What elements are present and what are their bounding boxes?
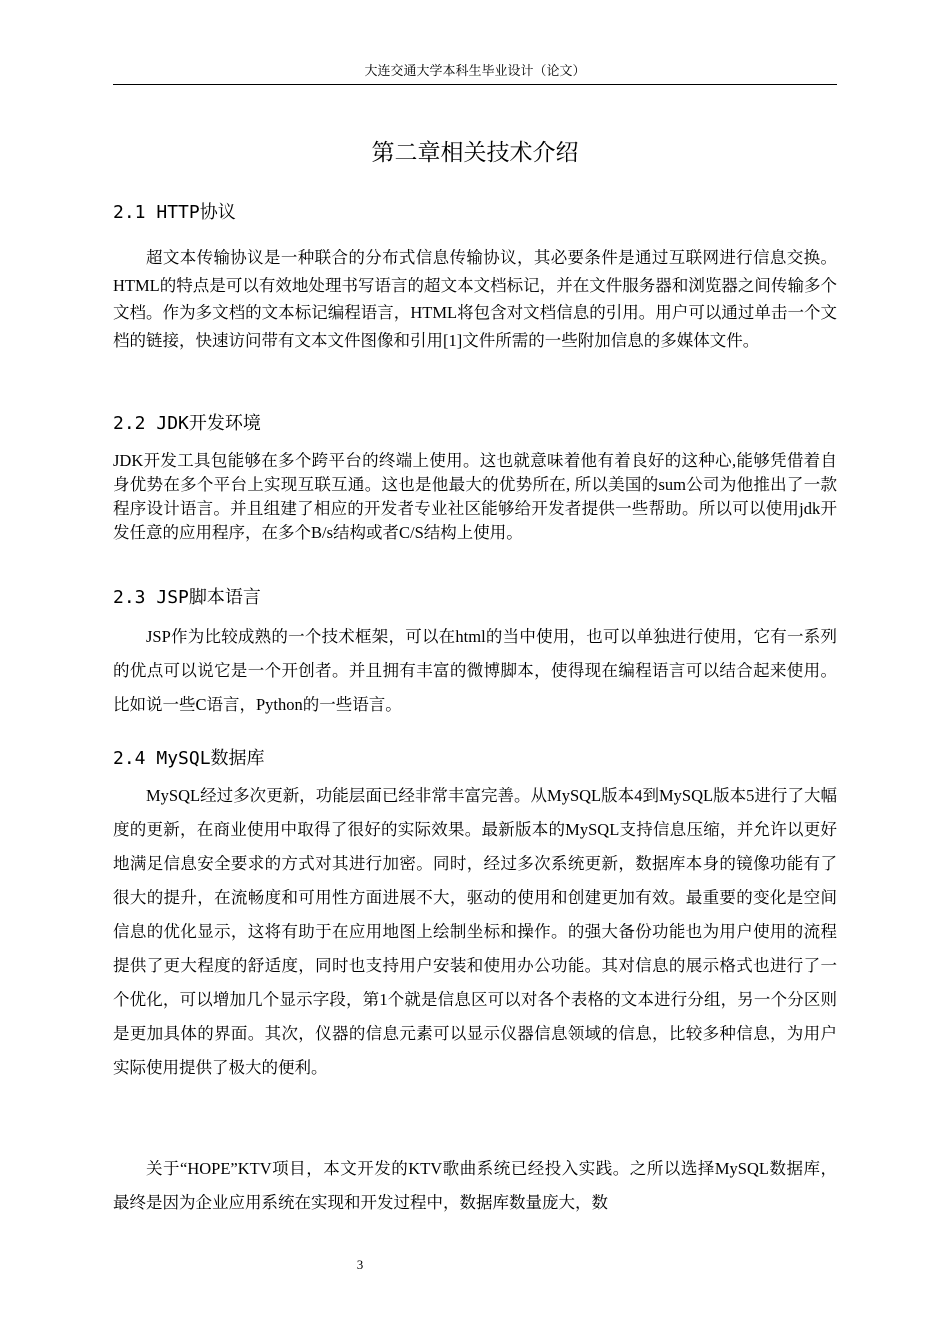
section-number: 2.2 <box>113 413 146 434</box>
paragraph-2-1: 超文本传输协议是一种联合的分布式信息传输协议，其必要条件是通过互联网进行信息交换。HTML的特点是可以有效地处理书写语言的超文本文档标记，并在文件服务器和浏览器之间传输多个文档。作为多文档的文本标记编程语言，HTML将包含对文档信息的引用。用户可以通过单击一个文档的链接，快速访问带有文本文件图像和引用[1]文件所需的一些附加信息的多媒体文件。 <box>113 248 837 350</box>
section-title-latin: JSP <box>156 587 189 608</box>
section-heading-2-2 <box>113 411 261 437</box>
section-title-zh: 协议 <box>199 202 236 223</box>
section-title-latin: MySQL <box>156 748 211 769</box>
paragraph-2-3: JSP作为比较成熟的一个技术框架，可以在html的当中使用，也可以单独进行使用，它有一系列的优点可以说它是一个开创者。并且拥有丰富的微博脚本，使得现在编程语言可以结合起来使用。比如说一些C语言，Python的一些语言。 <box>113 627 837 714</box>
section-number: 2.4 <box>113 748 146 769</box>
paragraph-2-4-a: MySQL经过多次更新，功能层面已经非常丰富完善。从MySQL版本4到MySQL版本5进行了大幅度的更新，在商业使用中取得了很好的实际效果。最新版本的MySQL支持信息压缩，并允许以更好地满足信息安全要求的方式对其进行加密。同时，经过多次系统更新，数据库本身的镜像功能有了很大的提升，在流畅度和可用性方面进展不大，驱动的使用和创建更加有效。最重要的变化是空间信息的优化显示，这将有助于在应用地图上绘制坐标和操作。的强大备份功能也为用户使用的流程提供了更大程度的舒适度，同时也支持用户安装和使用办公功能。其对信息的展示格式也进行了一个优化，可以增加几个显示字段，第1个就是信息区可以对各个表格的文本进行分组，另一个分区则是更加具体的界面。其次，仪器的信息元素可以显示仪器信息领域的信息，比较多种信息，为用户实际使用提供了极大的便利。 <box>113 786 837 1077</box>
section-title-latin: JDK <box>156 413 189 434</box>
section-heading-2-3 <box>113 585 261 611</box>
section-heading-2-4 <box>113 746 265 772</box>
section-title-zh: 开发环境 <box>188 413 261 434</box>
section-title-zh: 数据库 <box>210 748 265 769</box>
paragraph-2-4-b: 关于“HOPE”KTV项目，本文开发的KTV歌曲系统已经投入实践。之所以选择MySQL数据库，最终是因为企业应用系统在实现和开发过程中，数据库数量庞大，数 <box>113 1159 837 1212</box>
paragraph-2-2: JDK开发工具包能够在多个跨平台的终端上使用。这也就意味着他有着良好的这种心,能够凭借着自身优势在多个平台上实现互联互通。这也是他最大的优势所在, 所以美国的sum公司为他推出了一款程序设计语言。并且组建了相应的开发者专业社区能够给开发者提供一些帮助。所以可以使用jdk开发任意的应用程序，在多个B/s结构或者C/S结构上使用。 <box>113 451 837 542</box>
section-heading-2-1 <box>113 200 236 226</box>
section-title-latin: HTTP <box>156 202 200 223</box>
section-number: 2.1 <box>113 202 146 223</box>
section-number: 2.3 <box>113 587 146 608</box>
section-title-zh: 脚本语言 <box>188 587 261 608</box>
header-rule <box>113 84 837 85</box>
page-number: 3 <box>356 1257 364 1272</box>
running-header: 大连交通大学本科生毕业设计（论文） <box>364 64 586 79</box>
chapter-title: 第二章相关技术介绍 <box>371 140 579 166</box>
